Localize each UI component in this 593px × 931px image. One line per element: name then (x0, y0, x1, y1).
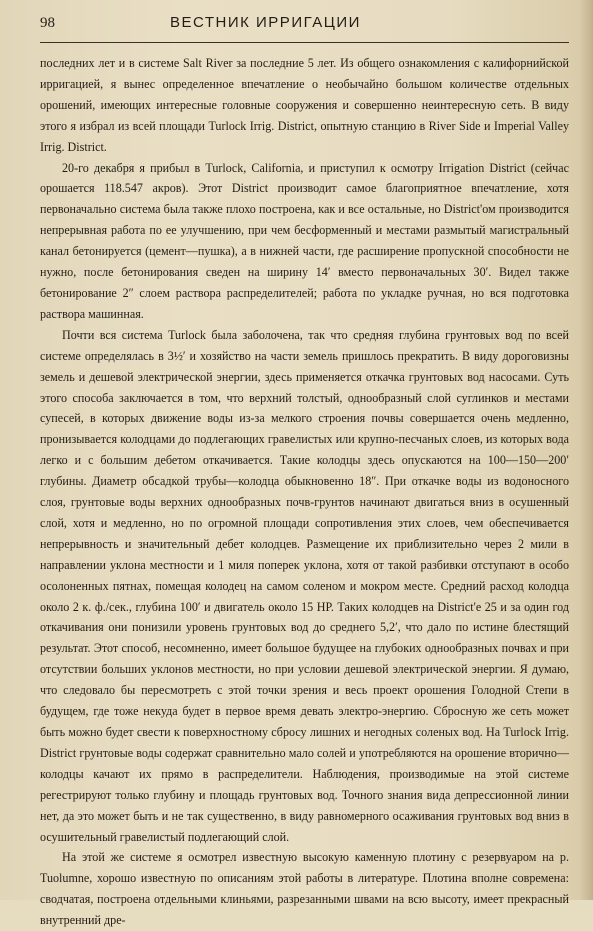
paragraph-continued: последних лет и в системе Salt River за последние 5 лет. Из общего ознакомления с калифорнийской ирригацией, я вынес определенное впечатление о необычайно большом количестве отдельных орошений, имеющих интересные головные сооружения и совершенно неинтересную сеть. В виду этого я избрал из всей площади Turlock Irrig. District, опытную станцию в River Side и Imperial Valley Irrig. District. (40, 56, 569, 154)
paragraph-tuolumne-dam: На этой же системе я осмотрел известную высокую каменную плотину с резервуаром на р. Tuolumne, хорошо известную по описаниям этой работы в литературе. Плотина вполне современа: сводчатая, построена отдельными клиньями, разрезанными швами на всю высоту, имеет прекрасный внутренний дре- (40, 850, 569, 928)
paragraph-turlock-arrival: 20-го декабря я прибыл в Turlock, California, и приступил к осмотру Irrigation District (сейчас орошается 118.547 акров). Этот District производит самое благоприятное впечатление, хотя первоначально система была также плохо построена, как и все остальные, но District'ом производится непрерывная работа по ее улучшению, при чем бесформенный и местами размытый магистральный канал бетонируется (цемент—пушка), а в нижней части, где расширение пропускной способности не нужно, после бетонирования сведен на ширину 14′ вместо первоначальных 30′. Видел также бетонирование 2″ слоем раствора распределителей; работа по укладке ручная, но вся подготовка раствора машинная. (40, 160, 569, 321)
page-number: 98 (40, 15, 55, 31)
page-header (40, 14, 569, 43)
paragraph-groundwater-pumping: Почти вся система Turlock была заболочена, так что средняя глубина грунтовых вод по всей системе определялась в 3½′ и хозяйство на части земель пришлось прекратить. В виду дороговизны земель и дешевой электрической энергии, здесь применяется откачка грунтовых вод насосами. Суть этого способа заключается в том, что верхний толстый, однообразный слой суглинков и местами супесей, в которых движение воды из-за мелкого строения почвы совершается очень медленно, пронизывается колодцами до подлегающих гравелистых или крупно-песчаных слоев, из которых вода легко и с большим дебетом откачивается. Такие колодцы здесь опускаются на 100—150—200′ глубины. Диаметр обсадкой трубы—колодца обыкновенно 18″. При откачке воды из водоносного слоя, грунтовые воды верхних однообразных почв-грунтов начинают двигаться вниз в осушенный слой, хотя и медленно, но по огромной площади сопротивления этих слоев, чем обеспечивается непрерывность и значительный дебет колодцев. Размещение их приблизительно через 2 мили в направлении уклона местности и 1 миля поперек уклона, хотя от такой разбивки отступают в особо осолоненных пятнах, помещая колодец на самом соленом и мокром месте. Средний расход колодца около 2 к. ф./сек., глубина 100′ и двигатель около 15 HP. Таких колодцев на District'е 25 и за один год откачивания они понизили уровень грунтовых вод до среднего 5,2′, что дало по истине блестящий результат. Этот способ, несомненно, имеет большое будущее на глубоких однообразных почвах и при отсутствии больших уклонов местности, но при условии дешевой электрической энергии. Я думаю, что следовало бы пересмотреть с этой точки зрения и весь проект орошения Голодной Степи в будущем, где тоже некуда будет в первое время девать электро-энергию. Сбросную же сеть может быть можно будет свести к поверхностному сбросу лишних и негодных соленых вод. На Turlock Irrig. District грунтовые воды содержат сравнительно мало солей и употребляются на орошение вторично—колодцы качают их прямо в распределители. Наблюдения, производимые на этой системе регестрируют только глубину и площадь грунтовых вод. Точного знания вида депрессионной линии нет, да это может быть и не так существенно, в виду равномерного осаживания грунтовых вод вниз в осушительный гравелистый подлегающий слой. (40, 327, 569, 844)
running-title: ВЕСТНИК ИРРИГАЦИИ (170, 14, 361, 31)
body-text (40, 53, 569, 931)
